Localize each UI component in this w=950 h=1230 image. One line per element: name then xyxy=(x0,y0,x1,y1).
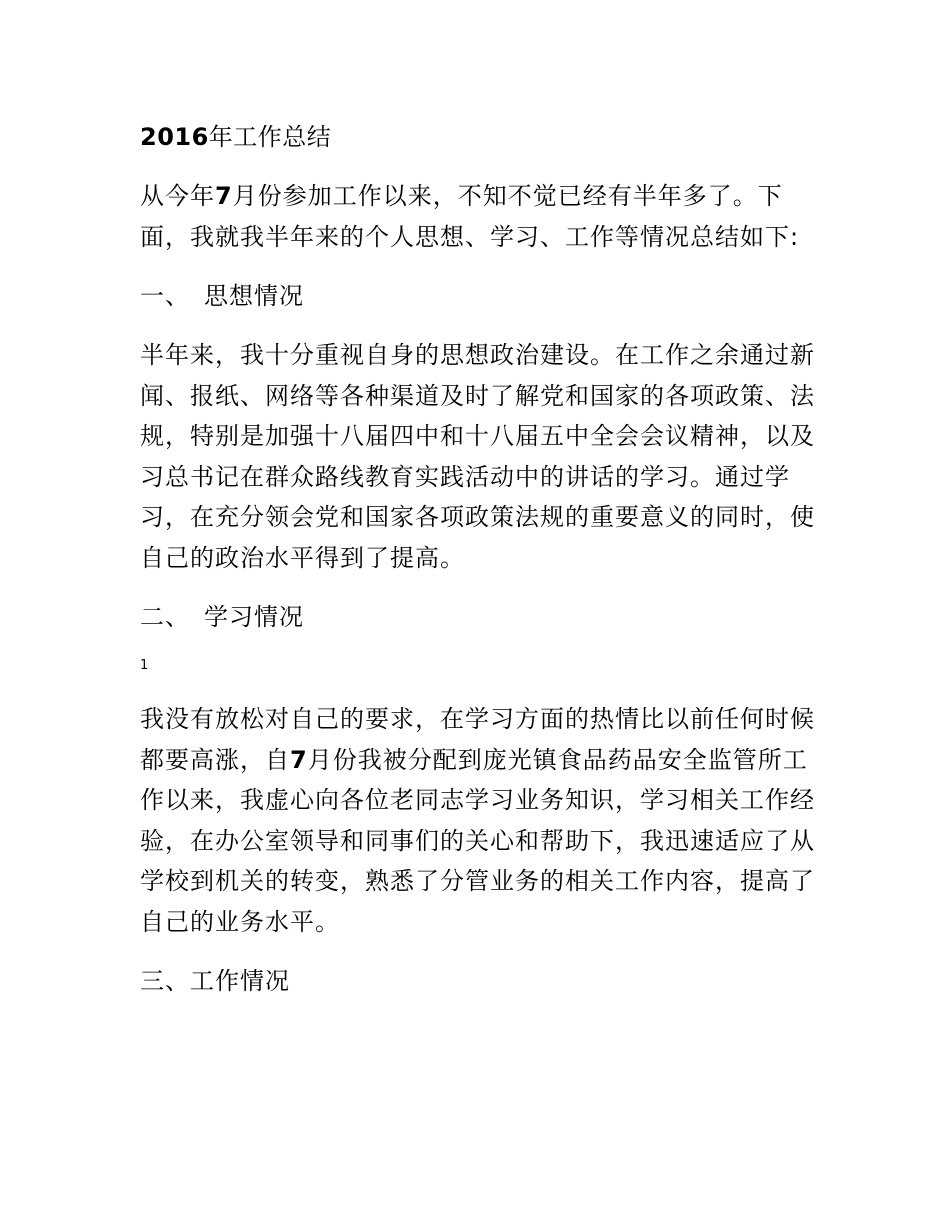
title-year: 2016 xyxy=(140,123,209,151)
section-number: 二、 xyxy=(140,603,190,631)
title-text: 年工作总结 xyxy=(208,123,332,151)
page-number: 1 xyxy=(140,658,149,673)
section-title: 学习情况 xyxy=(204,603,304,631)
study-month: 7 xyxy=(290,745,308,774)
section-heading-study xyxy=(140,597,820,637)
study-text-end: 月份我被分配到庞光镇食品药品安全监管所工作以来，我虚心向各位老同志学习业务知识，学习相关工作经验，在办公室领导和同事们的关心和帮助下，我迅速适应了从学校到机关的转变，熟悉了分管业务的相关工作内容，提高了自己的业务水平。 xyxy=(140,745,815,936)
study-paragraph xyxy=(140,699,820,942)
intro-month: 7 xyxy=(215,182,233,210)
section-number: 一、 xyxy=(140,282,190,310)
intro-paragraph xyxy=(140,176,820,257)
section-title: 思想情况 xyxy=(204,282,304,310)
intro-text-start: 从今年 xyxy=(140,182,215,210)
document-title xyxy=(140,110,820,164)
intro-text-end: 月份参加工作以来，不知不觉已经有半年多了。下面，我就我半年来的个人思想、学习、工作等情况总结如下: xyxy=(140,182,800,251)
section-heading-thought xyxy=(140,276,820,316)
thought-paragraph: 半年来，我十分重视自身的思想政治建设。在工作之余通过新闻、报纸、网络等各种渠道及时了解党和国家的各项政策、法规，特别是加强十八届四中和十八届五中全会会议精神，以及习总书记在群众路线教育实践活动中的讲话的学习。通过学习，在充分领会党和国家各项政策法规的重要意义的同时，使自己的政治水平得到了提高。 xyxy=(140,341,815,572)
section-heading-work: 三、工作情况 xyxy=(140,967,290,995)
document-page xyxy=(140,110,820,1020)
study-text-start: 我没有放松对自己的要求，在学习方面的热情比以前任何时候都要高涨，自 xyxy=(140,705,815,774)
